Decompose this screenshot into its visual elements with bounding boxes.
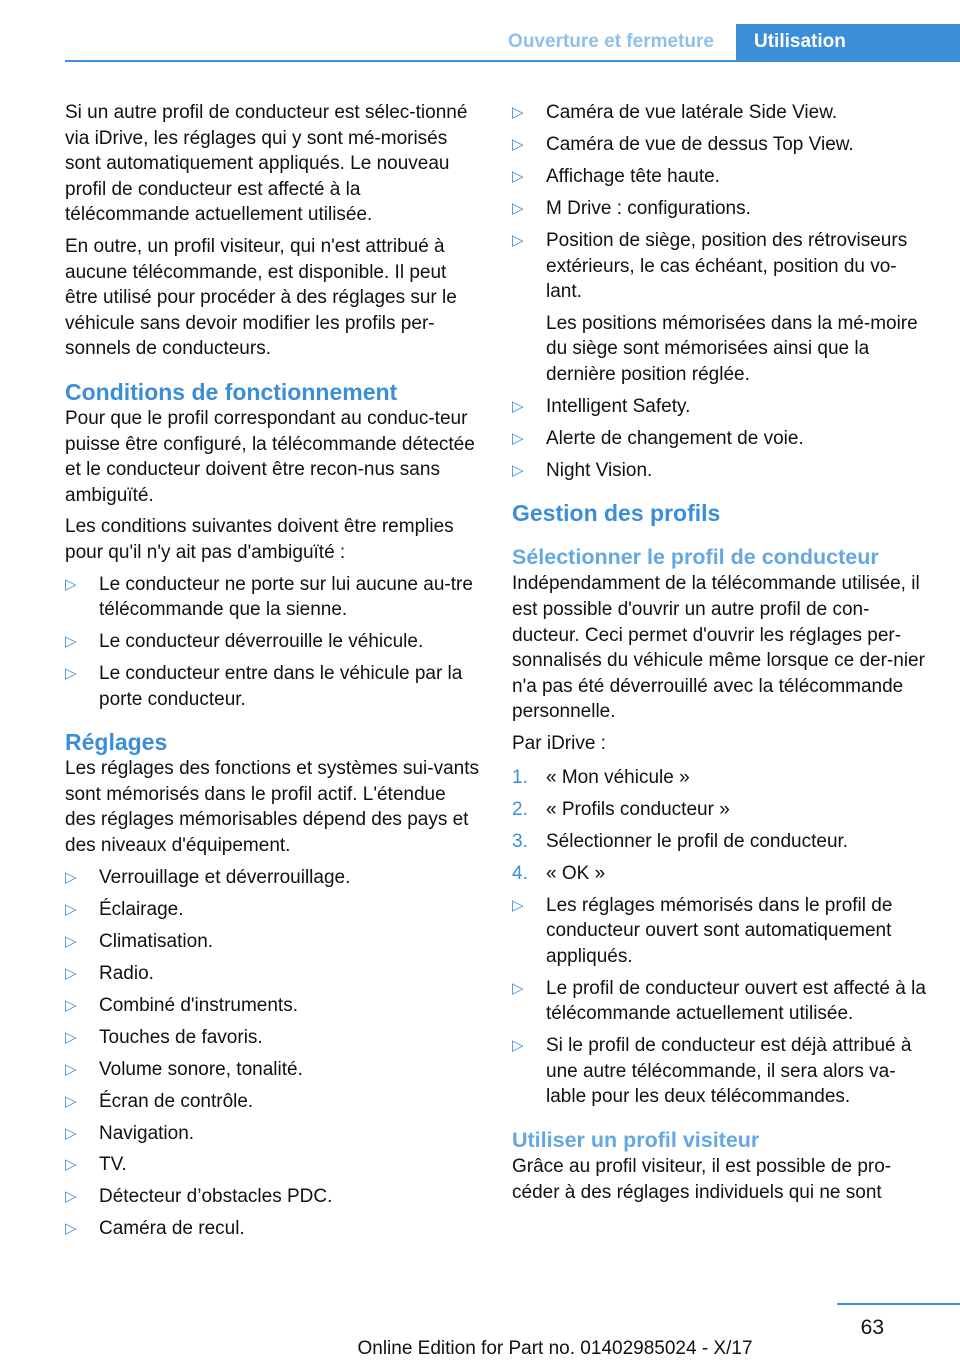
triangle-bullet-icon: ▷ [65,996,77,1014]
triangle-bullet-icon: ▷ [512,979,524,997]
triangle-bullet-icon: ▷ [65,1028,77,1046]
list-item: ▷ Affichage tête haute. [512,164,930,190]
list-item: ▷ Si le profil de conducteur est déjà attribué à une autre télécommande, il sera alors va-lable pour les deux télécommandes. [512,1035,912,1108]
triangle-bullet-icon: ▷ [65,964,77,982]
triangle-bullet-icon: ▷ [65,1060,77,1078]
list-item: ▷ Volume sonore, tonalité. [65,1057,479,1083]
list-item: ▷ Night Vision. [512,458,930,484]
left-column [65,100,479,1248]
paragraph: Par iDrive : [512,733,606,755]
steps-list [512,765,930,887]
paragraph: Si un autre profil de conducteur est sélec-tionné via iDrive, les réglages qui y sont mé-morisés sont automatiquement appliqués. Le nouveau profil de conducteur est affecté à la télécommande actuellement utilisée. [65,102,468,226]
paragraph: Indépendamment de la télécommande utilisée, il est possible d'ouvrir un autre profil de con-ducteur. Ceci permet d'ouvrir les réglages per-sonnalisés du véhicule même lorsque ce der-nier n'a pas été déverrouillé avec la télécommande personnelle. [512,573,925,723]
list-item: ▷ Radio. [65,961,479,987]
seat-note: Les positions mémorisées dans la mé-moire du siège sont mémorisées ainsi que la dernière position réglée. [546,312,918,385]
triangle-bullet-icon: ▷ [65,633,77,651]
page-header [0,0,960,62]
triangle-bullet-icon: ▷ [65,900,77,918]
triangle-bullet-icon: ▷ [65,1092,77,1110]
list-item: ▷ Combiné d'instruments. [65,993,479,1019]
triangle-bullet-icon: ▷ [512,104,524,121]
list-item: ▷ Verrouillage et déverrouillage. [65,865,479,891]
heading-profil-visiteur: Utiliser un profil visiteur [512,1128,760,1153]
list-item: ▷ Alerte de changement de voie. [512,426,930,452]
list-item: ▷ Détecteur d’obstacles PDC. [65,1184,479,1210]
list-item: ▷ Les réglages mémorisés dans le profil de conducteur ouvert sont automatiquement appliqués. [512,894,893,967]
list-item: ▷ Caméra de vue de dessus Top View. [512,132,930,158]
triangle-bullet-icon: ▷ [65,575,77,593]
triangle-bullet-icon: ▷ [512,135,524,153]
triangle-bullet-icon: ▷ [512,199,524,217]
tab-ouverture-fermeture[interactable]: Ouverture et fermeture [508,31,714,52]
list-item: ▷ Caméra de recul. [65,1216,479,1242]
triangle-bullet-icon: ▷ [512,397,524,415]
header-divider [65,60,960,62]
step-item: 3. Sélectionner le profil de conducteur. [512,830,849,852]
triangle-bullet-icon: ▷ [512,1037,524,1055]
heading-conditions: Conditions de fonctionnement [65,378,398,405]
paragraph: Les réglages des fonctions et systèmes sui-vants sont mémorisés dans le profil actif. L'étendue des réglages mémorisables dépend des pays et des niveaux d'équipement. [65,758,479,857]
paragraph: En outre, un profil visiteur, qui n'est attribué à aucune télécommande, est disponible. Il peut être utilisé pour procéder à des réglages sur le véhicule sans devoir modifier les profils per-sonnels de conducteurs. [65,235,457,360]
list-item: ▷ Éclairage. [65,897,479,923]
tab-utilisation[interactable]: Utilisation [736,24,960,62]
list-item: ▷ Écran de contrôle. [65,1089,479,1115]
triangle-bullet-icon: ▷ [512,896,524,914]
right-column [512,100,930,1211]
step-item: 4. « OK » [512,862,606,884]
list-item: ▷ Le conducteur ne porte sur lui aucune au-tre télécommande que la sienne. [65,573,473,621]
edition-footer: Online Edition for Part no. 01402985024 - X/17 [357,1338,753,1359]
list-item: ▷ Climatisation. [65,929,479,955]
paragraph: Les conditions suivantes doivent être remplies pour qu'il n'y ait pas d'ambiguïté : [65,516,454,563]
settings-list-continued [512,100,930,483]
triangle-bullet-icon: ▷ [65,932,77,950]
triangle-bullet-icon: ▷ [65,1220,77,1238]
list-item: ▷ TV. [65,1152,479,1178]
paragraph: Pour que le profil correspondant au conduc-teur puisse être configuré, la télécommande détectée et le conducteur doivent être recon-nus sans ambiguïté. [65,407,475,506]
settings-list [65,865,479,1242]
triangle-bullet-icon: ▷ [65,1124,77,1142]
footer-divider [837,1303,960,1305]
triangle-bullet-icon: ▷ [512,231,524,249]
heading-selectionner-profil: Sélectionner le profil de conducteur [512,545,879,570]
triangle-bullet-icon: ▷ [512,167,524,185]
list-item: ▷ Intelligent Safety. [512,394,930,420]
list-item: ▷ Caméra de vue latérale Side View. [512,100,930,126]
results-list [512,893,930,1111]
triangle-bullet-icon: ▷ [65,868,77,886]
list-item: ▷ Navigation. [65,1121,479,1147]
list-item: ▷ Touches de favoris. [65,1025,479,1051]
conditions-list [65,572,479,713]
step-item: 1. « Mon véhicule » [512,766,690,788]
triangle-bullet-icon: ▷ [65,1188,77,1206]
list-item: ▷ Le conducteur déverrouille le véhicule. [65,629,479,655]
list-item: ▷ M Drive : configurations. [512,196,930,222]
list-item: ▷ Le profil de conducteur ouvert est affecté à la télécommande actuellement utilisée. [512,977,926,1025]
page-number: 63 [860,1316,884,1339]
heading-gestion-profils: Gestion des profils [512,500,721,527]
list-item: ▷ Position de siège, position des rétroviseurs extérieurs, le cas échéant, position du vo-lant. Les positions mémorisées dans la mé-moire du siège sont mémorisées ainsi que la dernière position réglée. [512,228,930,388]
paragraph: Grâce au profil visiteur, il est possible de pro-céder à des réglages individuels qui ne sont [512,1156,892,1203]
list-item: ▷ Le conducteur entre dans le véhicule par la porte conducteur. [65,663,463,710]
triangle-bullet-icon: ▷ [65,665,77,683]
triangle-bullet-icon: ▷ [512,461,524,479]
heading-reglages: Réglages [65,729,168,756]
triangle-bullet-icon: ▷ [512,429,524,447]
triangle-bullet-icon: ▷ [65,1156,77,1174]
step-item: 2. « Profils conducteur » [512,798,730,820]
